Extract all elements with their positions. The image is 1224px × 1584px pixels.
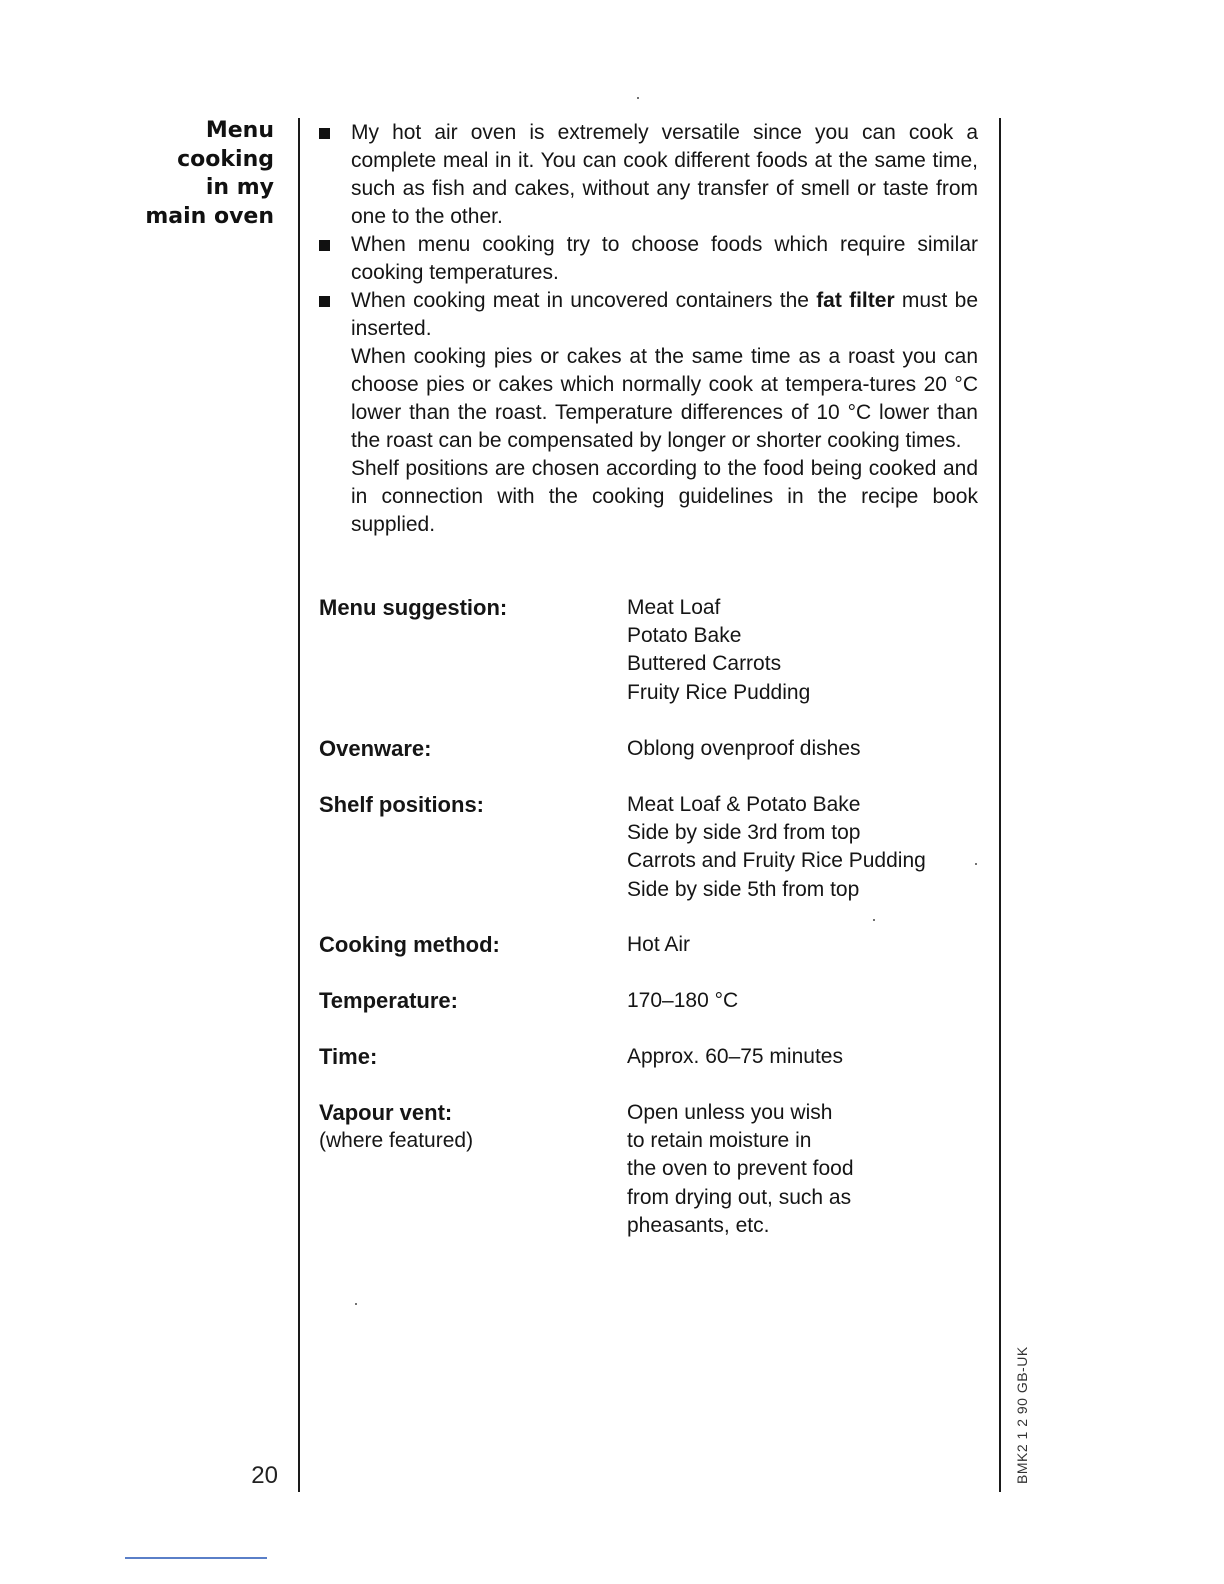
spec-value <box>627 931 977 959</box>
bullet-paragraph <box>318 119 978 231</box>
paragraph <box>318 343 978 455</box>
spec-value <box>627 987 977 1015</box>
spec-value-line: Buttered Carrots <box>627 652 782 676</box>
spec-value-line: Fruity Rice Pudding <box>627 680 811 704</box>
spec-value <box>627 1043 977 1071</box>
square-bullet-icon <box>319 296 330 307</box>
paragraph <box>318 455 978 539</box>
spec-value-line: to retain moisture in <box>627 1129 812 1153</box>
spec-label: Time: <box>319 1044 378 1069</box>
spec-value <box>627 735 977 763</box>
spec-label: Cooking method: <box>319 932 500 957</box>
spec-value-line: Side by side 3rd from top <box>627 821 861 845</box>
spec-value-line: pheasants, etc. <box>627 1213 770 1237</box>
right-margin-rule <box>999 118 1001 1492</box>
heading-line: in my <box>205 175 274 200</box>
left-margin-rule <box>298 118 300 1492</box>
spec-value-line: Carrots and Fruity Rice Pudding <box>627 849 926 873</box>
square-bullet-icon <box>319 240 330 251</box>
heading-line: main oven <box>145 203 274 229</box>
section-heading <box>100 117 274 231</box>
paragraph-text: When menu cooking try to choose foods which require similar cooking temperatures. <box>351 233 978 284</box>
paragraph-text: must be inserted. <box>351 289 978 340</box>
spec-sublabel: (where featured) <box>319 1129 474 1152</box>
spec-value <box>627 1099 977 1240</box>
spec-value-line: from drying out, such as <box>627 1185 852 1209</box>
spec-label: Menu suggestion: <box>319 595 508 620</box>
intro-text <box>318 119 978 539</box>
square-bullet-icon <box>319 128 330 139</box>
spec-value-line: Open unless you wish <box>627 1101 833 1124</box>
paragraph-text: When cooking meat in uncovered containers the <box>351 289 817 312</box>
spec-value-line: 170–180 °C <box>627 989 739 1012</box>
spec-value-line: Approx. 60–75 minutes <box>627 1045 843 1068</box>
paragraph-text: My hot air oven is extremely versatile since you can cook a complete meal in it. You can cook different foods at the same time, such as fish and cakes, without any transfer of smell or taste from one to the other. <box>351 121 978 228</box>
paragraph-text: Shelf positions are chosen according to the food being cooked and in connection with the cooking guidelines in the recipe book supplied. <box>351 457 978 536</box>
spec-value-line: Meat Loaf & Potato Bake <box>627 793 861 816</box>
spec-value-line: Oblong ovenproof dishes <box>627 737 861 760</box>
page-number: 20 <box>251 1462 278 1489</box>
spec-value-line: Hot Air <box>627 933 691 956</box>
spec-value-line: Side by side 5th from top <box>627 877 860 901</box>
bullet-paragraph <box>318 231 978 287</box>
spec-value <box>627 594 977 707</box>
print-speck <box>355 1303 357 1305</box>
emphasis-fat-filter: fat filter <box>816 289 895 312</box>
spec-label: Ovenware: <box>319 736 432 761</box>
spec-value <box>627 791 977 904</box>
print-speck <box>637 97 639 99</box>
spec-label: Vapour vent: <box>319 1100 453 1125</box>
paragraph-text: When cooking pies or cakes at the same time as a roast you can choose pies or cakes which normally cook at tempera-tures 20 °C lower than the roast. Temperature differences of 10 °C lower than the roast can be compensated by longer or shorter cooking times. <box>351 345 978 452</box>
bullet-paragraph <box>318 287 978 343</box>
bottom-divider <box>125 1557 267 1559</box>
document-code: BMK2 1 2 90 GB-UK <box>1014 1346 1030 1484</box>
heading-line: cooking <box>177 146 274 172</box>
print-speck <box>873 919 875 921</box>
spec-value-line: Potato Bake <box>627 624 742 648</box>
spec-value-line: Meat Loaf <box>627 596 721 619</box>
spec-value-line: the oven to prevent food <box>627 1157 854 1181</box>
spec-label: Shelf positions: <box>319 792 484 817</box>
spec-label: Temperature: <box>319 988 458 1013</box>
heading-line: Menu <box>205 118 274 143</box>
